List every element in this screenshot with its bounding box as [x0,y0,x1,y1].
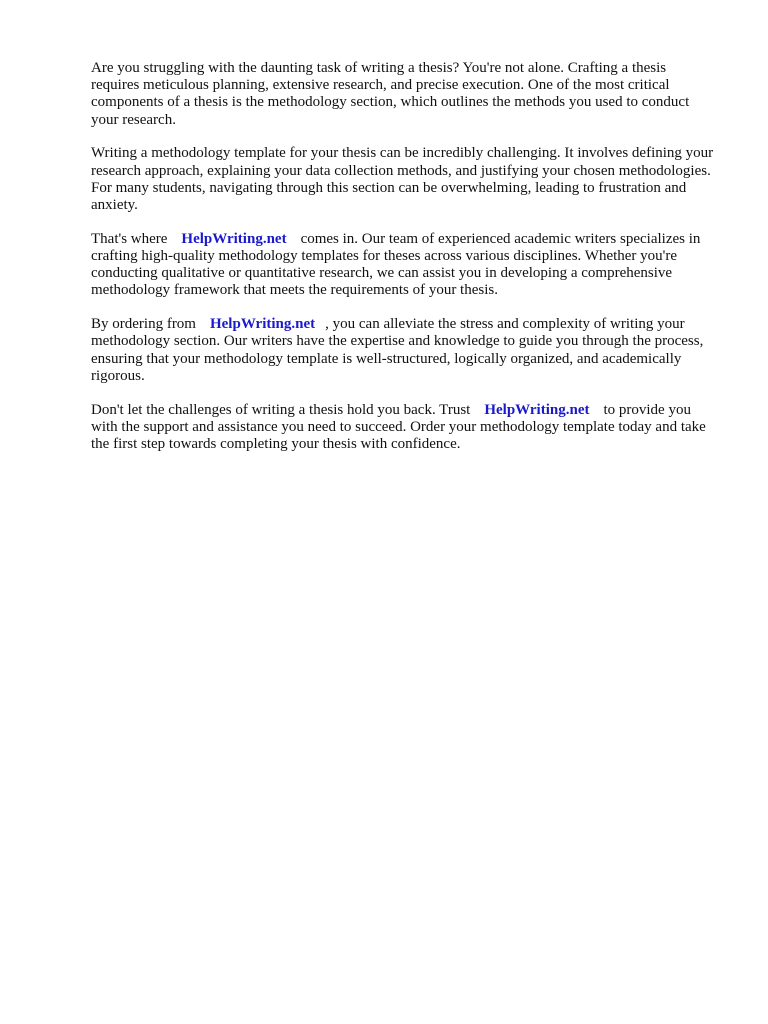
paragraph-ordering-lead: By ordering from [91,316,196,333]
paragraph-service-rest: comes in. Our team of experienced academic writers specializes in crafting high-quality methodology templates for theses across various disciplines. Whether you're conducting qualitative or quantitative research, we can assist you in developing a comprehensive methodology framework that meets the requirements of your thesis. [91,230,701,299]
paragraph-closing [91,402,716,454]
paragraph-challenge: Writing a methodology template for your thesis can be incredibly challenging. It involves defining your research approach, explaining your data collection methods, and justifying your chosen methodologies. For many students, navigating through this section can be overwhelming, leading to frustration and anxiety. [91,145,714,214]
helpwriting-link-2[interactable]: HelpWriting.net [209,316,316,333]
document-body [91,60,716,470]
paragraph-ordering-rest: , you can alleviate the stress and complexity of writing your methodology section. Our writers have the expertise and knowledge to guide you through the process, ensuring that your methodology template is well-structured, logically organized, and academically rigorous. [91,316,704,384]
helpwriting-link-1[interactable]: HelpWriting.net [181,230,287,247]
paragraph-ordering [91,316,716,385]
helpwriting-link-3[interactable]: HelpWriting.net [484,401,590,418]
paragraph-intro: Are you struggling with the daunting task of writing a thesis? You're not alone. Crafting a thesis requires meticulous planning, extensive research, and precise execution. One of the most critical components of a thesis is the methodology section, which outlines the methods you used to conduct your research. [91,60,690,128]
paragraph-closing-lead: Don't let the challenges of writing a thesis hold you back. Trust [91,401,471,418]
paragraph-service-lead: That's where [91,230,168,247]
paragraph-service [91,231,716,300]
paragraph-closing-rest: to provide you with the support and assistance you need to succeed. Order your methodology template today and take the first step towards completing your thesis with confidence. [91,401,706,453]
